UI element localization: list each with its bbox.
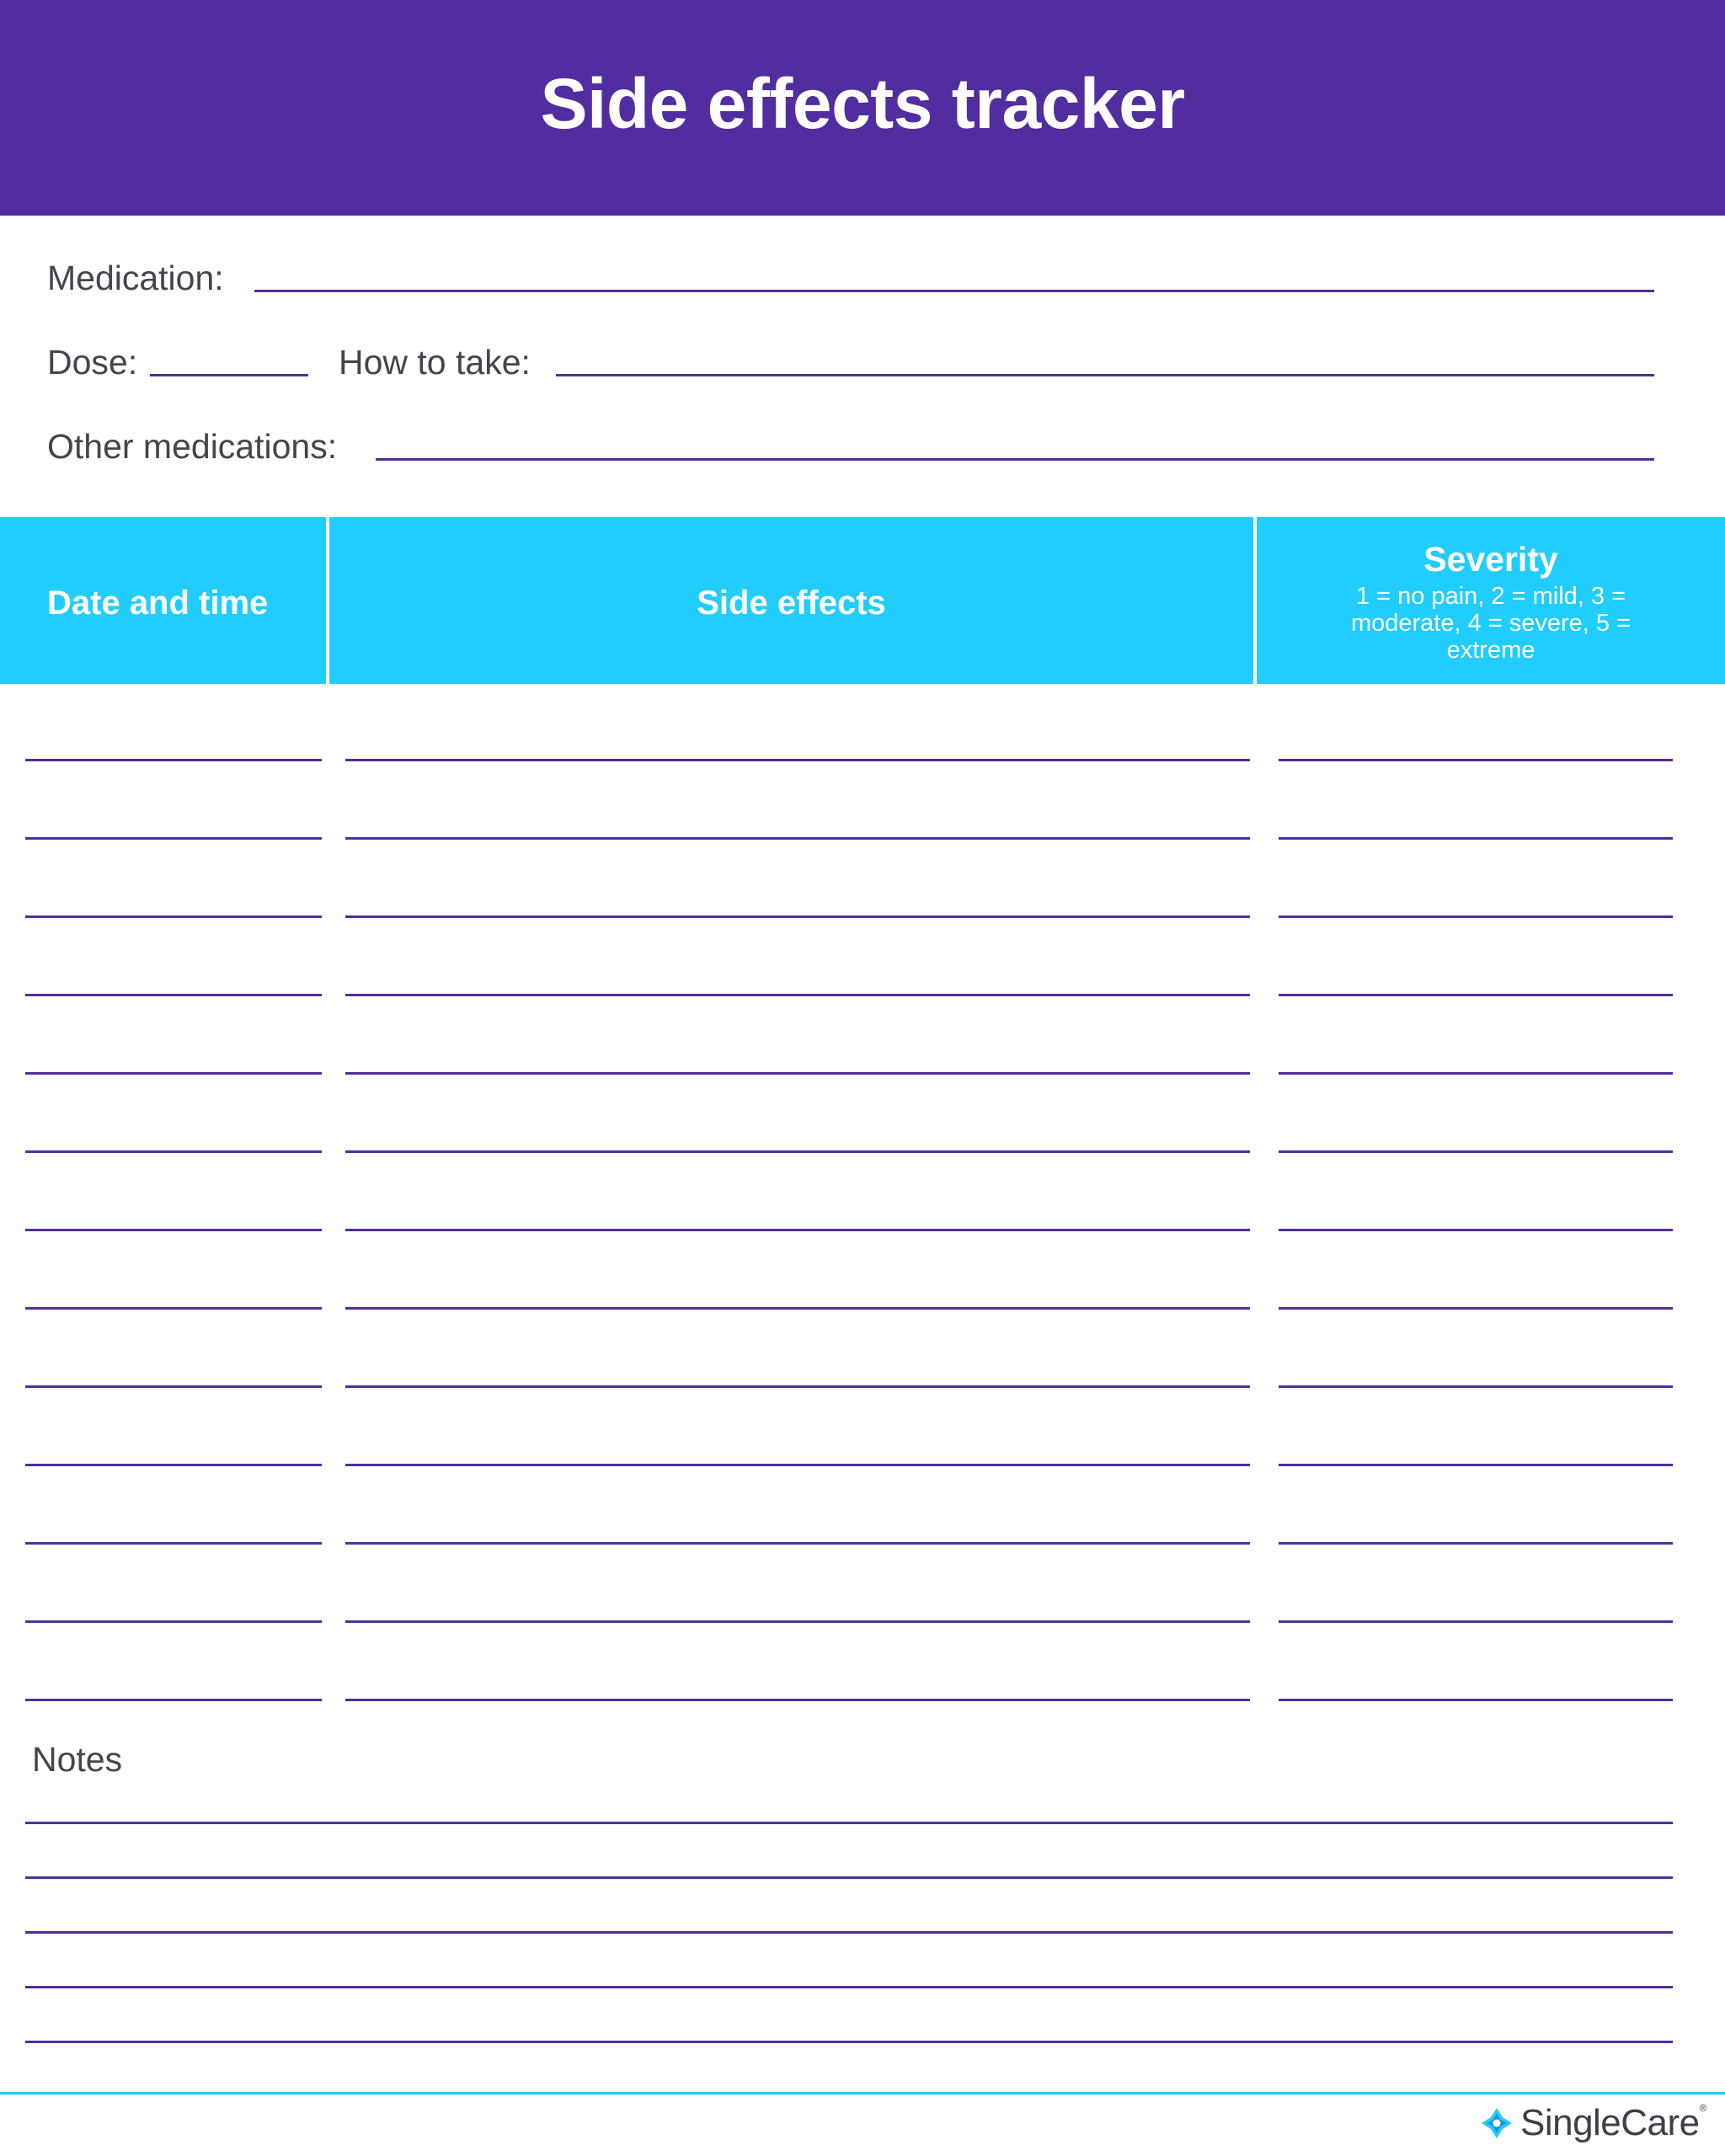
side-effects-line[interactable] xyxy=(345,837,1250,840)
footer-rule xyxy=(0,2092,1725,2095)
severity-line[interactable] xyxy=(1279,994,1673,996)
severity-line[interactable] xyxy=(1279,1229,1673,1231)
side-effects-line[interactable] xyxy=(345,1229,1250,1231)
severity-title: Severity xyxy=(1423,540,1558,579)
notes-line[interactable] xyxy=(25,1876,1673,1879)
side-effects-line[interactable] xyxy=(345,1464,1250,1466)
date-time-line[interactable] xyxy=(25,759,322,761)
date-time-line[interactable] xyxy=(25,1620,322,1623)
singlecare-logo-icon xyxy=(1480,2106,1514,2140)
side-effects-line[interactable] xyxy=(345,915,1250,918)
page-title: Side effects tracker xyxy=(540,63,1185,143)
side-effects-line[interactable] xyxy=(345,1150,1250,1153)
date-time-line[interactable] xyxy=(25,994,322,996)
severity-line[interactable] xyxy=(1279,837,1673,840)
side-effects-line[interactable] xyxy=(345,1385,1250,1388)
medication-field[interactable] xyxy=(254,290,1654,292)
how-to-take-field[interactable] xyxy=(556,374,1654,376)
severity-line[interactable] xyxy=(1279,1699,1673,1701)
side-effects-line[interactable] xyxy=(345,1072,1250,1075)
brand-logo xyxy=(1480,2102,1706,2144)
severity-line[interactable] xyxy=(1279,1385,1673,1388)
side-effects-line[interactable] xyxy=(345,994,1250,996)
date-time-line[interactable] xyxy=(25,1542,322,1545)
column-header-date-time: Date and time xyxy=(47,584,269,622)
severity-line[interactable] xyxy=(1279,1620,1673,1623)
how-to-take-label: How to take: xyxy=(339,343,531,382)
severity-line[interactable] xyxy=(1279,1464,1673,1466)
date-time-line[interactable] xyxy=(25,1385,322,1388)
date-time-line[interactable] xyxy=(25,915,322,918)
side-effects-line[interactable] xyxy=(345,759,1250,761)
dose-field[interactable] xyxy=(150,374,308,376)
side-effects-line[interactable] xyxy=(345,1307,1250,1310)
severity-line[interactable] xyxy=(1279,1150,1673,1153)
brand-text: SingleCare xyxy=(1519,2102,1700,2143)
severity-line[interactable] xyxy=(1279,1307,1673,1310)
notes-line[interactable] xyxy=(25,1931,1673,1934)
severity-scale: 1 = no pain, 2 = mild, 3 = moderate, 4 = severe, 5 = extreme xyxy=(1350,583,1632,664)
side-effects-line[interactable] xyxy=(345,1620,1250,1623)
header-bar xyxy=(0,0,1725,216)
dose-label: Dose: xyxy=(47,343,138,382)
column-header-side-effects: Side effects xyxy=(697,584,886,622)
side-effects-line[interactable] xyxy=(345,1542,1250,1545)
notes-line[interactable] xyxy=(25,1822,1673,1824)
date-time-line[interactable] xyxy=(25,1229,322,1231)
severity-line[interactable] xyxy=(1279,1542,1673,1545)
date-time-line[interactable] xyxy=(25,1072,322,1075)
date-time-line[interactable] xyxy=(25,1150,322,1153)
severity-line[interactable] xyxy=(1279,1072,1673,1075)
medication-label: Medication: xyxy=(47,259,224,297)
date-time-line[interactable] xyxy=(25,1699,322,1701)
severity-line[interactable] xyxy=(1279,915,1673,918)
other-medications-field[interactable] xyxy=(376,458,1654,461)
date-time-line[interactable] xyxy=(25,1464,322,1466)
brand-name xyxy=(1520,2102,1706,2144)
notes-label: Notes xyxy=(32,1740,123,1779)
notes-line[interactable] xyxy=(25,2041,1673,2043)
side-effects-line[interactable] xyxy=(345,1699,1250,1701)
trademark: ® xyxy=(1699,2102,1706,2114)
severity-line[interactable] xyxy=(1279,759,1673,761)
date-time-line[interactable] xyxy=(25,837,322,840)
notes-line[interactable] xyxy=(25,1986,1673,1988)
other-medications-label: Other medications: xyxy=(47,427,338,466)
column-header-severity xyxy=(1257,536,1725,664)
date-time-line[interactable] xyxy=(25,1307,322,1310)
